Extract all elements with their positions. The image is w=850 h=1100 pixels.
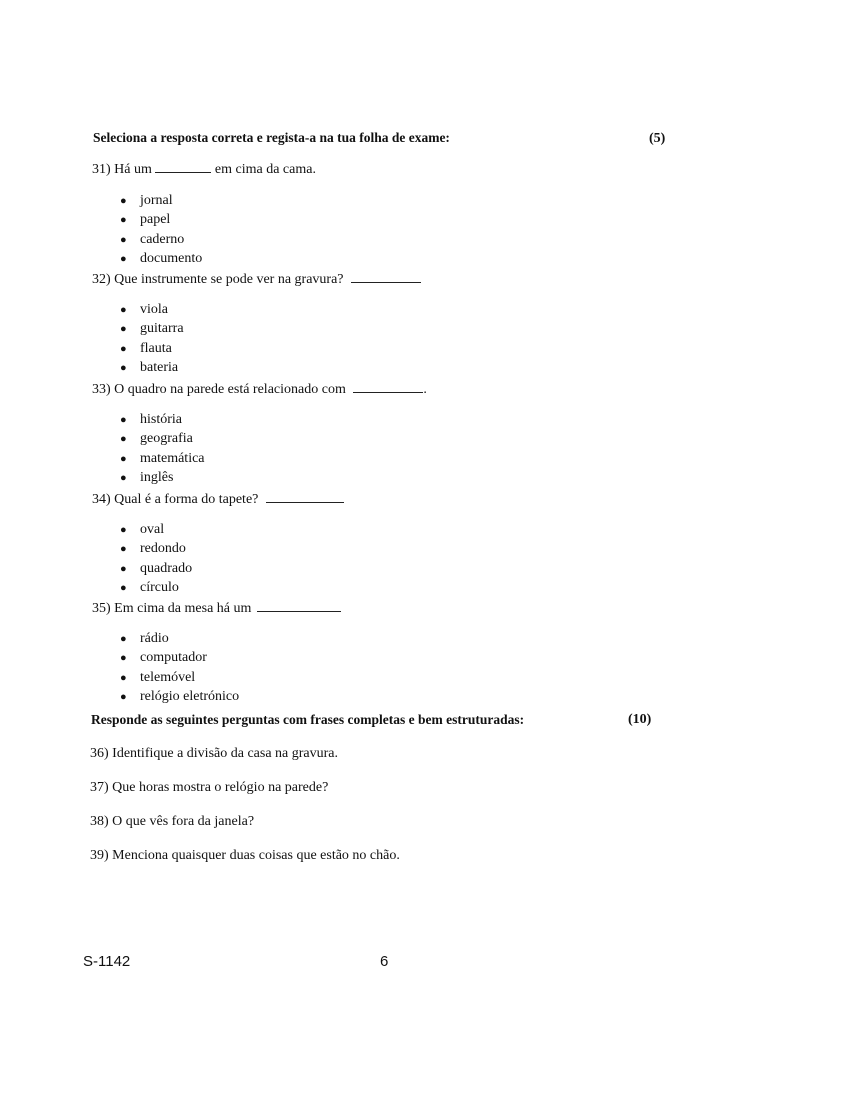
answer-blank xyxy=(353,380,423,393)
list-item: ● redondo xyxy=(120,539,192,558)
answer-blank xyxy=(266,490,344,503)
bullet-icon: ● xyxy=(120,671,127,684)
bullet-icon: ● xyxy=(120,433,127,446)
answer-blank xyxy=(351,270,421,283)
question-33-text-end: . xyxy=(423,382,427,397)
bullet-icon: ● xyxy=(120,342,127,355)
question-31-options xyxy=(120,191,202,269)
question-34-text: 34) Qual é a forma do tapete? xyxy=(92,492,259,507)
bullet-icon: ● xyxy=(120,543,127,556)
bullet-icon: ● xyxy=(120,214,127,227)
question-34-options xyxy=(120,520,192,598)
question-34 xyxy=(92,490,344,508)
bullet-icon: ● xyxy=(120,253,127,266)
list-item: ● geografia xyxy=(120,429,205,448)
question-32 xyxy=(92,270,421,288)
section2-marks: (10) xyxy=(628,712,652,727)
list-item: ● rádio xyxy=(120,629,239,648)
bullet-icon: ● xyxy=(120,233,127,246)
question-33-options xyxy=(120,410,205,488)
bullet-icon: ● xyxy=(120,691,127,704)
list-item: ● viola xyxy=(120,300,184,319)
bullet-icon: ● xyxy=(120,195,127,207)
list-item: ● inglês xyxy=(120,468,205,487)
bullet-icon: ● xyxy=(120,472,127,485)
answer-blank xyxy=(257,599,341,612)
bullet-icon: ● xyxy=(120,304,127,316)
question-35-options xyxy=(120,629,239,707)
list-item: ● telemóvel xyxy=(120,668,239,687)
list-item: ● bateria xyxy=(120,358,184,377)
section1-heading: Seleciona a resposta correta e regista-a na tua folha de exame: xyxy=(93,130,450,145)
list-item: ● jornal xyxy=(120,191,202,210)
question-38: 38) O que vês fora da janela? xyxy=(90,814,255,829)
bullet-icon: ● xyxy=(120,452,127,465)
answer-blank xyxy=(155,160,211,173)
bullet-icon: ● xyxy=(120,323,127,336)
list-item: ● documento xyxy=(120,249,202,268)
bullet-icon: ● xyxy=(120,362,127,375)
question-32-options xyxy=(120,300,184,378)
bullet-icon: ● xyxy=(120,562,127,575)
question-31 xyxy=(92,160,316,178)
bullet-icon: ● xyxy=(120,414,127,426)
bullet-icon: ● xyxy=(120,633,127,645)
question-32-text: 32) Que instrumente se pode ver na gravura? xyxy=(92,272,344,287)
bullet-icon: ● xyxy=(120,652,127,665)
list-item: ● computador xyxy=(120,648,239,667)
bullet-icon: ● xyxy=(120,524,127,536)
list-item: ● círculo xyxy=(120,578,192,597)
question-33-text: 33) O quadro na parede está relacionado com xyxy=(92,382,346,397)
list-item: ● história xyxy=(120,410,205,429)
question-31-text-end: em cima da cama. xyxy=(214,162,316,177)
list-item: ● relógio eletrónico xyxy=(120,687,239,706)
section2-heading: Responde as seguintes perguntas com frases completas e bem estruturadas: xyxy=(91,712,525,727)
list-item: ● flauta xyxy=(120,339,184,358)
bullet-icon: ● xyxy=(120,582,127,595)
question-31-text: 31) Há um xyxy=(92,162,152,177)
list-item: ● guitarra xyxy=(120,319,184,338)
question-39: 39) Menciona quaisquer duas coisas que estão no chão. xyxy=(90,848,400,863)
list-item: ● matemática xyxy=(120,449,205,468)
list-item: ● papel xyxy=(120,210,202,229)
list-item: ● oval xyxy=(120,520,192,539)
question-35 xyxy=(92,599,341,617)
question-35-text: 35) Em cima da mesa há um xyxy=(92,601,252,616)
list-item: ● quadrado xyxy=(120,559,192,578)
question-36: 36) Identifique a divisão da casa na gravura. xyxy=(90,746,339,761)
page-number: 6 xyxy=(380,953,389,970)
document-code: S-1142 xyxy=(83,953,131,970)
list-item: ● caderno xyxy=(120,230,202,249)
question-37: 37) Que horas mostra o relógio na parede? xyxy=(90,780,329,795)
section1-marks: (5) xyxy=(649,131,666,146)
question-33 xyxy=(92,380,427,398)
